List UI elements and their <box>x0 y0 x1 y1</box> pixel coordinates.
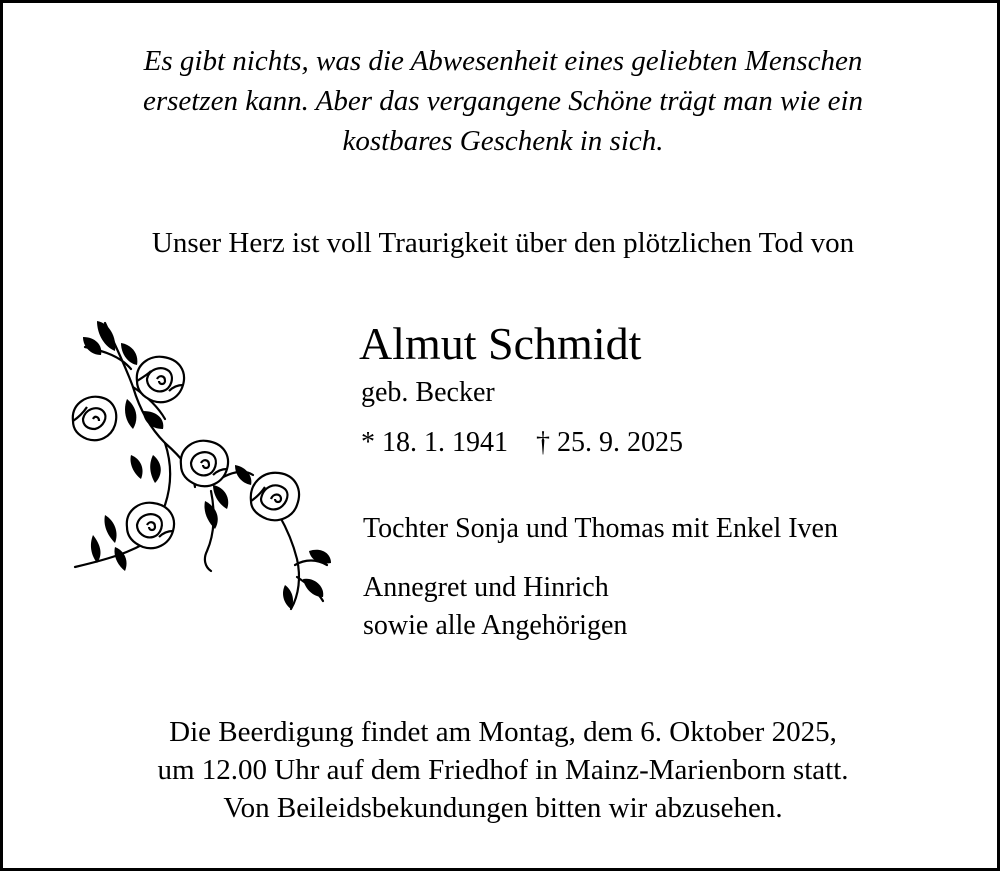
life-dates <box>361 425 683 461</box>
roses-illustration-icon <box>65 315 335 615</box>
deceased-name: Almut Schmidt <box>359 318 642 369</box>
birth-date: * 18. 1. 1941 <box>361 427 508 458</box>
funeral-notice <box>43 713 963 827</box>
quote-line: ersetzen kann. Aber das vergangene Schöne trägt man wie ein <box>142 85 863 117</box>
mourner-line: Tochter Sonja und Thomas mit Enkel Iven <box>363 513 838 544</box>
mourner-line: Annegret und Hinrich <box>363 572 609 603</box>
death-date: † 25. 9. 2025 <box>536 427 683 458</box>
birth-name: geb. Becker <box>361 377 495 408</box>
funeral-line: Von Beileidsbekundungen bitten wir abzusehen. <box>223 792 783 824</box>
funeral-line: um 12.00 Uhr auf dem Friedhof in Mainz-Marienborn statt. <box>157 754 849 786</box>
funeral-line: Die Beerdigung findet am Montag, dem 6. Oktober 2025, <box>169 716 837 748</box>
quote-line: kostbares Geschenk in sich. <box>342 125 664 157</box>
memorial-quote <box>43 41 963 161</box>
mourner-line: sowie alle Angehörigen <box>363 610 628 641</box>
mourners-group <box>363 569 627 645</box>
quote-line: Es gibt nichts, was die Abwesenheit eines geliebten Menschen <box>143 45 863 77</box>
intro-text: Unser Herz ist voll Traurigkeit über den plötzlichen Tod von <box>151 227 855 259</box>
